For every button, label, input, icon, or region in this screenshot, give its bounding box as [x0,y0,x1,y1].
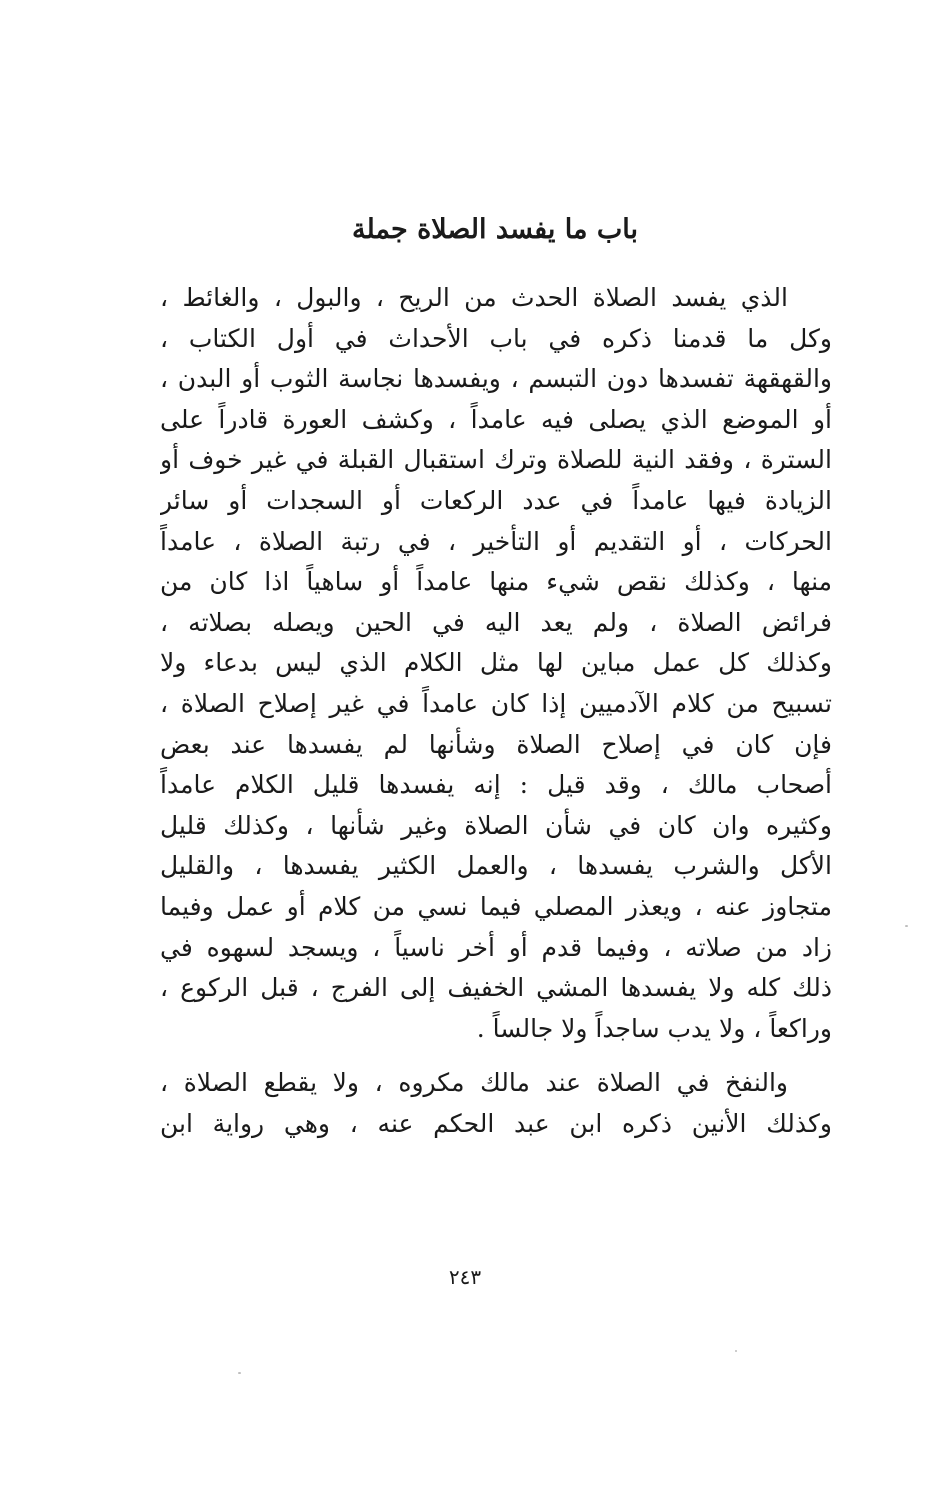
text-line: والقهقهة تفسدها دون التبسم ، ويفسدها نجاسة الثوب أو البدن ، [160,364,832,394]
text-line: الأكل والشرب يفسدها ، والعمل الكثير يفسدها ، والقليل [160,851,832,881]
text-line: السترة ، وفقد النية للصلاة وترك استقبال القبلة في غير خوف أو [160,445,832,475]
text-line: وكذلك كل عمل مباين لها مثل الكلام الذي ليس بدعاء ولا [160,648,832,678]
paragraph-gap [160,1049,832,1063]
scan-speck [735,1350,737,1352]
text-line: تسبيح من كلام الآدميين إذا كان عامداً في غير إصلاح الصلاة ، [160,688,832,718]
text-line: وكثيره وان كان في شأن الصلاة وغير شأنها ، وكذلك قليل [160,810,832,840]
page-number: ٢٤٣ [448,1265,482,1289]
scan-speck [905,925,908,927]
text-line: الزيادة فيها عامداً في عدد الركعات أو السجدات أو سائر [160,485,832,515]
text-line: الذي يفسد الصلاة الحدث من الريح ، والبول ، والغائط ، [160,283,788,312]
text-line: متجاوز عنه ، ويعذر المصلي فيما نسي من كلام أو عمل وفيما [160,891,832,921]
text-line: فإن كان في إصلاح الصلاة وشأنها لم يفسدها عند بعض [160,729,832,759]
text-line: زاد من صلاته ، وفيما قدم أو أخر ناسياً ، ويسجد لسهوه في [160,932,832,962]
text-line: والنفخ في الصلاة عند مالك مكروه ، ولا يقطع الصلاة ، [160,1068,788,1098]
text-line: الحركات ، أو التقديم أو التأخير ، في رتبة الصلاة ، عامداً [160,526,832,556]
scan-speck [238,1372,241,1374]
text-line: وكل ما قدمنا ذكره في باب الأحداث في أول الكتاب ، [160,323,832,353]
text-line: ذلك كله ولا يفسدها المشي الخفيف إلى الفرج ، قبل الركوع ، [160,973,832,1003]
text-line: وراكعاً ، ولا يدب ساجداً ولا جالساً . [476,1013,832,1043]
text-line: أو الموضع الذي يصلى فيه عامداً ، وكشف العورة قادراً على [160,404,832,434]
chapter-title: باب ما يفسد الصلاة جملة [352,214,638,245]
text-line: أصحاب مالك ، وقد قيل : إنه يفسدها قليل الكلام عامداً [160,770,832,800]
text-line: وكذلك الأنين ذكره ابن عبد الحكم عنه ، وهي رواية ابن [160,1108,832,1138]
text-line: فرائض الصلاة ، ولم يعد اليه في الحين ويصله بصلاته ، [160,607,832,637]
text-line: منها ، وكذلك نقص شيء منها عامداً أو ساهياً اذا كان من [160,567,832,597]
body-text [160,278,832,1144]
